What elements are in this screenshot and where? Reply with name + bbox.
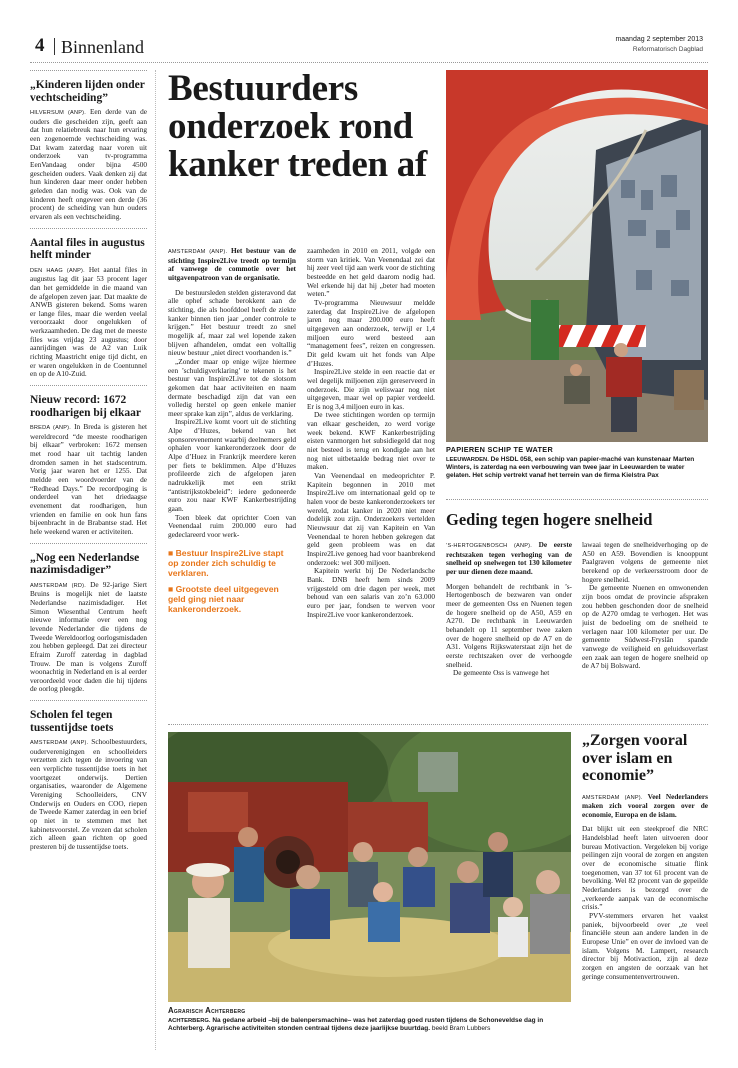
- page-number: 4: [35, 35, 45, 56]
- lead-text: De eerste rechtszaken tegen verhoging van de snelheid op snelwegen tot 130 kilometer per uur dienen deze maand.: [446, 541, 572, 576]
- paragraph: De gemeente Nuenen en omwonenden zijn boos omdat de provincie afspraken zou hebben geschonden door de snelheid op de A270 omdag te verhogen. Het was juist de bedoeling om de snelheid te verlagen naar 100 kilometer per uur. De gemeente Súdwest-Fryslân spande vanwege de veiligheid en geluidsoverlast een zaak aan tegen de hogere snelheid op de A7 bij Bolsward.: [582, 583, 708, 671]
- brief-title: „Kinderen lijden onder vechtscheiding”: [30, 79, 145, 104]
- divider: [30, 70, 147, 71]
- pull-quotes: [168, 548, 296, 614]
- photo-credit: beeld Bram Lubbers: [431, 1025, 491, 1032]
- brief-body: [30, 423, 147, 537]
- column-separator: [155, 70, 156, 1050]
- farm-photo-image: [168, 732, 571, 1002]
- brief-title: Aantal files in augustus helft minder: [30, 236, 145, 262]
- dateline: BREDA (ANP).: [30, 425, 71, 432]
- brief-title: „Nog een Nederlandse nazimisdadiger”: [30, 551, 140, 577]
- section-rule: [168, 724, 708, 725]
- islam-article: [582, 732, 708, 1062]
- brief-body: [30, 581, 147, 695]
- dateline: HILVERSUM (ANP).: [30, 110, 86, 116]
- section-title: Binnenland: [61, 37, 144, 57]
- geding-headline: Geding tegen hogere snelheid: [446, 510, 653, 529]
- paragraph: De twee stichtingen worden op termijn van elkaar gescheiden, zo werd vorige week bekend. KWF Kankerbestrijding eisten vanmorgen het subsidiegeld dat nog niet besteed is terug en kondigde aan het nog niet uitbetaalde bedrag niet over te maken.: [307, 410, 435, 472]
- farm-photo: [168, 732, 571, 1002]
- brief-body: [30, 266, 147, 380]
- brief-body: [30, 738, 147, 852]
- paragraph: Morgen behandelt de rechtbank in ’s-Hertogenbosch de bezwaren van onder meer de gemeenten Oss en Nuenen tegen de hogere snelheid op de A50, A59 en A270. De rechtbank in Leeuwarden behandelt op 11 september twee zaken over de hogere snelheid op de A7 en de A31. Volgens Rijkswaterstaat zijn het de eerste rechtszaken over de verhoogde snelheid.: [446, 581, 572, 669]
- paragraph: Inspire2Live stelde in een reactie dat er wel degelijk miljoenen zijn gereserveerd in onderzoek. Die zijn weliswaar nog niet uitgegeven, maar wel op papier verdeeld. Er is nog 3,4 miljoen euro in kas.: [307, 367, 435, 411]
- paragraph: Dat blijkt uit een steekproef die NRC Handelsblad heeft laten uitvoeren door bureau Motivaction. Vergeleken bij vorige peilingen zijn vooral de zorgen en angsten over de economische situatie flink toegenomen, van 37 tot 61 procent van de bevolking. Wel 82 procent van de gepeilde Nederlanders is bezorgd over de „verkeerde aanpak van de economische crisis.”: [582, 824, 708, 912]
- section-rule: [446, 499, 708, 500]
- brief-text: Het aantal files in augustus lag dit jaar 53 procent lager dan het gemiddelde in die maand van de afgelopen zeven jaar. Dat maakte de ANWB gisteren bekend. Soms waren er lange files, maar die werden veelal veroorzaakt door ongelukken of werkzaamheden. De dag met de meeste files was vrijdag 23 augustus; door aanrijdingen was de A2 van Luik richting Maastricht enige tijd dicht, en er waren ongelukken in de Coentunnel en op de A10-Zuid.: [30, 264, 147, 379]
- brief-text: De 92-jarige Siert Bruins is mogelijk niet de laatste Nederlandse nazimisdadiger. Het Simon Wiesenthal Centrum heeft nieuwe informatie over een nog levende Nederlander die tijdens de Tweede Wereldoorlog oorlogsmisdaden zou hebben gepleegd. Dat zei directeur Efraim Zuroff zaterdag in dagblad Trouw. De man is volgens Zuroff woonachtig in Nederland en is al eerder veroordeeld voor daden die hij tijdens de oorlog pleegde.: [30, 579, 147, 694]
- paragraph: „Zonder maar op enige wijze hiermee een ’schuldigverklaring’ te tekenen is het bestuur van Inspire2Live tot de slotsom gekomen dat haar activiteiten en naam dermate beschadigd zijn dat van een volledig herstel op geen enkele manier meer sprake kan zijn”, aldus de verklaring.: [168, 356, 296, 418]
- brief-text: Een derde van de ouders die gescheiden zijn, geeft aan dat hun relatiebreuk naar hun ervaring een zogenoemde vechtscheiding was. Dat kwam zaterdag naar voren uit onderzoek van tv-programma EenVandaag onder bijna 4500 gescheiden ouders. Vaak denken zij dat hun kinderen daar meer onder hebben geleden dan nodig was. Ook van de kinderen heeft ongeveer een derde (36 procent) de scheiding van hun ouders ervaren als een vechtscheiding.: [30, 107, 147, 221]
- farm-photo-caption: [168, 1006, 571, 1033]
- main-headline: Bestuurders onderzoek rond kanker treden af: [168, 68, 428, 185]
- paragraph: Inspire2Live komt voort uit de stichting Alpe d’Huzes, bekend van het sponsorevenement waarbij deelnemers geld ophalen voor kankeronderzoek door de Alpe d’Huez in Frankrijk meerdere keren per fiets te beklimmen. Alpe d’Huzes profileerde zich de afgelopen jaren nadrukkelijk met een strikt “antistrijkstokbeleid”: iedere gedoneerde euro zou naar KWF Kankerbestrijding gaan.: [168, 417, 296, 514]
- ship-photo-image: [446, 70, 708, 442]
- dateline: AMSTERDAM (RD).: [30, 582, 86, 589]
- main-article-col2: [307, 247, 435, 717]
- header-divider: [54, 38, 55, 55]
- brief-body: [30, 108, 147, 222]
- article-lead: [168, 247, 296, 283]
- paragraph: PVV-stemmers ervaren het vaakst paniek, bijvoorbeeld over „te veel financiële steun aan andere landen in de Europese Unie” en over de invloed van de islam. Volgens M. Lampert, research director bij Motivaction, zijn al deze zorgen en angsten de oorzaak van het geringe consumentenvertrouwen.: [582, 911, 708, 981]
- article-lead: [582, 793, 708, 820]
- brief-article: [30, 79, 147, 222]
- caption-text: [168, 1017, 571, 1033]
- square-bullet-icon: ■: [168, 547, 176, 558]
- dateline: AMSTERDAM (ANP).: [582, 794, 643, 801]
- paragraph: De bestuursleden stelden gisteravond dat alle ophef schade berokkent aan de stichting, die als hoofddoel heeft de ziekte kanker binnen tien jaar „onder controle te krijgen.” Het bestuur treedt zo snel mogelijk af, maar zal wel lopende zaken blijven afhandelen, omdat een voltallig nieuw bestuur „niet direct voorhanden is.”: [168, 287, 296, 358]
- brief-article: [30, 552, 147, 695]
- brief-text: Schoolbestuurders, ouderverenigingen en schoolleiders verzetten zich tegen de invoering van een verplichte tussentijdse toets in het voortgezet onderwijs. Dertien organisaties, waaronder de Algemene Vereniging Schoolleiders, CNV Onderwijs en Ouders en COO, riepen de Tweede Kamer zaterdag in een brief op niet in te stemmen met het kabinetsvoorstel. Ze vrezen dat scholen zich alleen gaan richten op goed presteren bij de tussentijdse toets.: [30, 737, 147, 851]
- paragraph: zaamheden in 2010 en 2011, volgde een storm van kritiek. Van Veenendaal zei dat hij zeer veel tijd aan werk voor de stichting besteedde en het geld daarom nodig had. Wel erkende hij dat hij „beter had moeten weten.”: [307, 247, 435, 299]
- square-bullet-icon: ■: [168, 583, 176, 594]
- brief-article: [30, 237, 147, 380]
- caption-title: PAPIEREN SCHIP TE WATER: [446, 445, 554, 454]
- geding-col2: [582, 541, 708, 721]
- dateline: DEN HAAG (ANP).: [30, 267, 85, 274]
- paragraph: Toen bleek dat oprichter Coen van Veenendaal ruim 200.000 euro had gedeclareerd voor werk-: [168, 512, 296, 539]
- pull-quote: [168, 584, 296, 614]
- paragraph: De gemeente Oss is vanwege het: [453, 668, 550, 678]
- divider: [30, 700, 147, 701]
- brief-title: Nieuw record: 1672 roodharigen bij elkaar: [30, 394, 141, 419]
- divider: [30, 543, 147, 544]
- dateline: ACHTERBERG.: [168, 1018, 211, 1024]
- article-lead: [446, 541, 572, 577]
- paragraph: Tv-programma Nieuwsuur meldde zaterdag dat Inspire2Live de afgelopen jaren nog maar 200.000 euro heeft uitgegeven aan onderzoek, terwijl er 1,4 miljoen euro werd besteed aan “management fees”, reizen en congressen. Dit geld kwam uit het fonds van Alpe d’Huzes.: [307, 297, 435, 368]
- caption-text: [446, 456, 708, 480]
- dateline: AMSTERDAM (ANP).: [168, 249, 228, 255]
- divider: [30, 385, 147, 386]
- main-article-col1: [168, 247, 296, 717]
- dateline: LEEUWARDEN.: [446, 457, 489, 463]
- dateline: ’S-HERTOGENBOSCH (ANP).: [446, 543, 532, 549]
- caption-body: De HSDL 058, een schip van papier-maché van kunstenaar Marten Winters, is zaterdag na een verbouwing van twee jaar in Leeuwarden te water gelaten. Het schip vertrekt vanaf het terrein van de firma Kielstra Pax: [446, 456, 695, 479]
- brief-article: [30, 709, 147, 852]
- caption-body: Na gedane arbeid –bij de balenpersmachine– was het zaterdag goed rusten tijdens de Schoneveldse dag in Achterberg. Agrarische activiteiten stonden centraal tijdens deze jaarlijkse buurtdag.: [168, 1017, 544, 1032]
- pull-quote: [168, 548, 296, 578]
- geding-col1: [446, 541, 572, 721]
- page-header: [35, 36, 703, 62]
- paragraph: Van Veenendaal en medeoprichter P. Kapitein begonnen in 2010 met Inspire2Live om internationaal geld op te halen voor de beste kankeronderzoekers ter wereld, zodat kanker in 2020 niet meer dodelijk zou zijn. Onderzoekers vertelden Nieuwsuur dat zij van Kapitein en Van Veenendaal te horen hebben gekregen dat geld geen probleem was en dat Inspire2Live genoeg had voor baanbrekend onderzoek: wel 300 miljoen.: [307, 471, 435, 567]
- caption-title: Agrarisch Achterberg: [168, 1006, 246, 1015]
- brief-text: In Breda is gisteren het wereldrecord “de meeste roodharigen bij elkaar” verbroken: 1672 mensen met rood haar uit tachtig landen dromden samen in het stadscentrum. Vorig jaar waren het er 1255. Dat meldde een woordvoerder van de “Redhead Days.” De recordpoging is onderdeel van het driedaagse evenement dat roodharigen, hun vrienden en familie en ook hun fans bijeenbracht in de Brabantse stad. Het hele weekend waren er activiteiten.: [30, 422, 147, 536]
- header-paper: Reformatorisch Dagblad: [632, 46, 703, 53]
- header-date: maandag 2 september 2013: [615, 36, 703, 43]
- header-rule: [30, 62, 708, 63]
- ship-photo: [446, 70, 708, 442]
- islam-headline: „Zorgen vooral over islam en economie”: [582, 732, 688, 784]
- brief-title: Scholen fel tegen tussentijdse toets: [30, 709, 114, 734]
- left-column: [30, 70, 147, 1050]
- lead-text: Veel Nederlanders maken zich vooral zorgen over de economie, Europa en de islam.: [582, 791, 708, 819]
- pull-quote-text: Bestuur Inspire2Live stapt op zonder zich schuldig te verklaren.: [168, 547, 284, 578]
- paragraph: Kapitein werkt bij De Nederlandsche Bank. DNB heeft hem sinds 2009 vrijgesteld om drie dagen per week, met behoud van een salaris van zo’n 63.000 euro per jaar, fondsen te werven voor Inspire2Live voor kankeronderzoek.: [307, 566, 435, 619]
- paragraph: lawaai tegen de snelheidverhoging op de A50 en A59. Bovendien is knooppunt Paalgraven volgens de gemeente niet berekend op de verkeersstroom door de hogere snelheid.: [582, 541, 708, 584]
- lead-text: Het bestuur van de stichting Inspire2Live treedt op termijn af vanwege de commotie over het uitgavenpatroon van de organisatie.: [168, 247, 296, 282]
- divider: [30, 228, 147, 229]
- brief-article: [30, 394, 147, 537]
- ship-photo-caption: [446, 445, 708, 480]
- pull-quote-text: Grootste deel uitgegeven geld ging niet naar kankeronderzoek.: [168, 583, 279, 614]
- dateline: AMSTERDAM (ANP).: [30, 740, 89, 747]
